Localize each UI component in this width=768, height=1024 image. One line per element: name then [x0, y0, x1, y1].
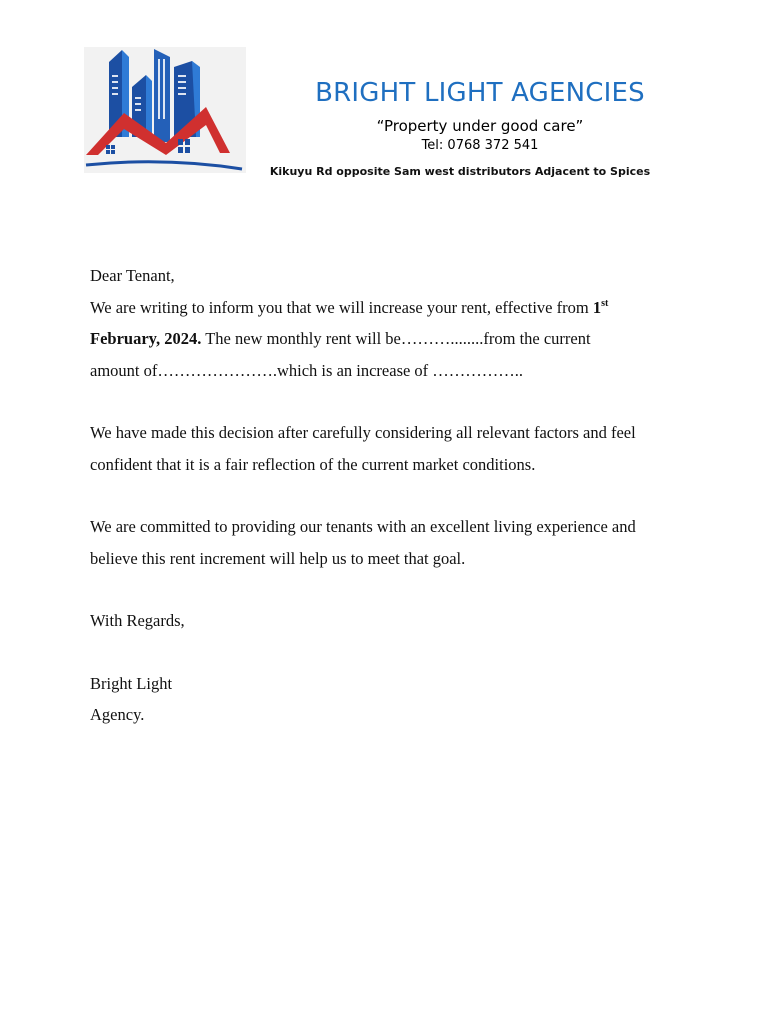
phone-number: Tel: 0768 372 541 — [421, 138, 539, 153]
day-suffix: st — [601, 297, 609, 309]
closing: With Regards, — [90, 611, 185, 630]
paragraph-commitment-line2: believe this rent increment will help us to meet that goal. — [90, 548, 466, 568]
signature-line2: Agency. — [90, 705, 145, 724]
paragraph-rent-notice-line2 — [90, 323, 690, 355]
buildings-house-logo-icon — [84, 47, 246, 173]
signature-line1: Bright Light — [90, 673, 173, 693]
letter-body — [90, 260, 690, 731]
paragraph-rent-notice — [90, 292, 690, 324]
effective-day: 1 — [592, 297, 602, 317]
rent-notice-intro: We are writing to inform you that we will increase your rent, effective from — [90, 297, 593, 317]
current-amount-text: amount of………………….which is an increase of …………….. — [90, 360, 524, 380]
new-rent-text: The new monthly rent will be………........from the current — [201, 329, 591, 348]
company-name: BRIGHT LIGHT AGENCIES — [315, 78, 645, 108]
tagline: “Property under good care” — [376, 117, 584, 135]
address: Kikuyu Rd opposite Sam west distributors Adjacent to Spices — [269, 165, 651, 178]
company-logo — [84, 47, 246, 173]
effective-date: February, 2024. — [90, 329, 202, 348]
salutation: Dear Tenant, — [90, 266, 175, 285]
paragraph-commitment-line1: We are committed to providing our tenants with an excellent living experience and — [90, 517, 636, 536]
paragraph-decision-line1: We have made this decision after carefully considering all relevant factors and feel — [90, 423, 636, 442]
paragraph-decision-line2: confident that it is a fair reflection of the current market conditions. — [90, 454, 536, 474]
letterhead — [260, 76, 700, 155]
